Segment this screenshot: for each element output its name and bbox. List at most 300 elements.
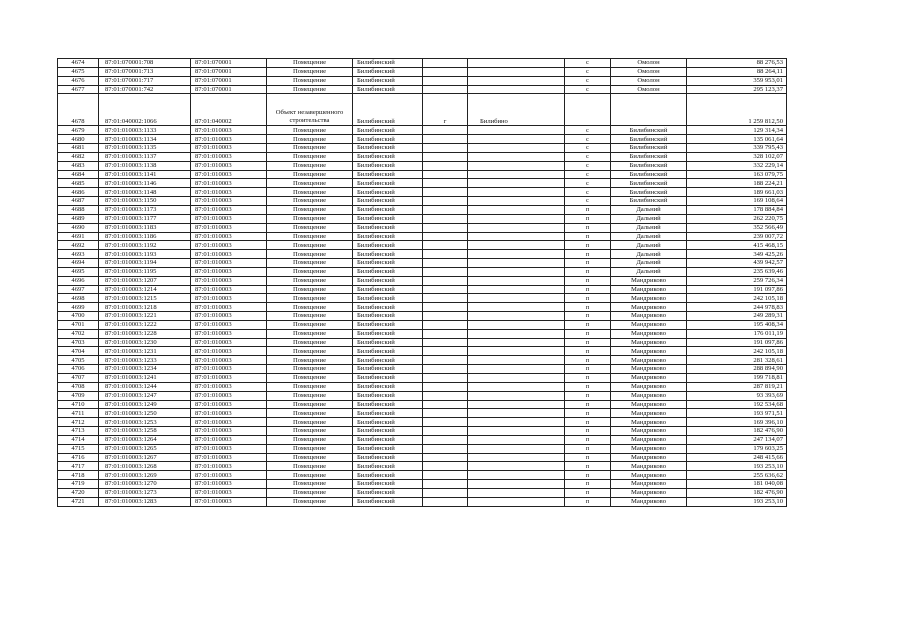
locality-type-cell <box>423 409 468 418</box>
cadastral-number-cell: 87:01:010003:1268 <box>99 462 191 471</box>
settlement-name-cell: Билибинский <box>611 126 687 135</box>
object-type-cell: Помещение <box>267 356 353 365</box>
cadastral-value-cell: 195 408,34 <box>687 320 787 329</box>
locality-name-cell <box>468 276 565 285</box>
object-type-cell: Помещение <box>267 374 353 383</box>
table-row <box>58 85 787 94</box>
table-row <box>58 205 787 214</box>
cadastral-block-cell: 87:01:010003 <box>191 312 267 321</box>
locality-type-cell <box>423 250 468 259</box>
locality-name-cell <box>468 427 565 436</box>
row-number-cell: 4701 <box>58 320 99 329</box>
cadastral-value-cell: 247 134,07 <box>687 435 787 444</box>
table-row <box>58 462 787 471</box>
locality-type-cell <box>423 329 468 338</box>
cadastral-number-cell: 87:01:070001:742 <box>99 85 191 94</box>
row-number-cell: 4710 <box>58 400 99 409</box>
district-cell: Билибинский <box>353 338 423 347</box>
settlement-type-cell <box>565 94 611 126</box>
district-cell: Билибинский <box>353 259 423 268</box>
cadastral-value-cell: 178 884,84 <box>687 205 787 214</box>
district-cell: Билибинский <box>353 241 423 250</box>
settlement-name-cell: Мандриково <box>611 471 687 480</box>
locality-type-cell <box>423 453 468 462</box>
cadastral-value-cell: 199 718,81 <box>687 374 787 383</box>
locality-name-cell <box>468 126 565 135</box>
locality-name-cell <box>468 435 565 444</box>
settlement-type-cell: п <box>565 365 611 374</box>
object-type-cell: Помещение <box>267 285 353 294</box>
object-type-cell: Помещение <box>267 85 353 94</box>
cadastral-value-cell: 352 566,49 <box>687 223 787 232</box>
settlement-name-cell: Мандриково <box>611 418 687 427</box>
cadastral-value-cell: 163 079,75 <box>687 170 787 179</box>
cadastral-number-cell: 87:01:010003:1230 <box>99 338 191 347</box>
cadastral-value-cell: 359 953,01 <box>687 76 787 85</box>
settlement-type-cell: п <box>565 259 611 268</box>
table-row <box>58 94 787 126</box>
object-type-cell: Помещение <box>267 214 353 223</box>
row-number-cell: 4681 <box>58 144 99 153</box>
locality-name-cell <box>468 232 565 241</box>
settlement-name-cell: Билибинский <box>611 135 687 144</box>
row-number-cell: 4691 <box>58 232 99 241</box>
locality-name-cell <box>468 170 565 179</box>
object-type-cell: Помещение <box>267 267 353 276</box>
settlement-name-cell: Билибинский <box>611 170 687 179</box>
cadastral-number-cell: 87:01:010003:1146 <box>99 179 191 188</box>
locality-name-cell <box>468 259 565 268</box>
row-number-cell: 4680 <box>58 135 99 144</box>
settlement-type-cell: п <box>565 223 611 232</box>
cadastral-block-cell: 87:01:010003 <box>191 444 267 453</box>
object-type-cell: Помещение <box>267 347 353 356</box>
table-row <box>58 67 787 76</box>
settlement-type-cell: с <box>565 67 611 76</box>
settlement-type-cell: с <box>565 161 611 170</box>
object-type-cell: Помещение <box>267 338 353 347</box>
settlement-type-cell: п <box>565 453 611 462</box>
settlement-name-cell: Мандриково <box>611 374 687 383</box>
cadastral-block-cell: 87:01:070001 <box>191 76 267 85</box>
locality-name-cell <box>468 188 565 197</box>
object-type-cell: Помещение <box>267 152 353 161</box>
district-cell: Билибинский <box>353 435 423 444</box>
object-type-cell: Помещение <box>267 205 353 214</box>
district-cell: Билибинский <box>353 179 423 188</box>
district-cell: Билибинский <box>353 250 423 259</box>
locality-name-cell <box>468 453 565 462</box>
settlement-name-cell: Омолон <box>611 76 687 85</box>
table-row <box>58 214 787 223</box>
cadastral-number-cell: 87:01:010003:1194 <box>99 259 191 268</box>
row-number-cell: 4706 <box>58 365 99 374</box>
locality-name-cell <box>468 59 565 68</box>
locality-type-cell <box>423 161 468 170</box>
row-number-cell: 4700 <box>58 312 99 321</box>
settlement-type-cell: п <box>565 435 611 444</box>
locality-type-cell <box>423 400 468 409</box>
cadastral-block-cell: 87:01:010003 <box>191 135 267 144</box>
district-cell: Билибинский <box>353 480 423 489</box>
locality-type-cell <box>423 85 468 94</box>
locality-type-cell <box>423 170 468 179</box>
cadastral-value-cell: 255 636,62 <box>687 471 787 480</box>
object-type-cell: Помещение <box>267 294 353 303</box>
cadastral-value-cell: 193 971,51 <box>687 409 787 418</box>
cadastral-value-cell: 295 123,37 <box>687 85 787 94</box>
cadastral-value-cell: 88 276,53 <box>687 59 787 68</box>
cadastral-block-cell: 87:01:010003 <box>191 365 267 374</box>
settlement-name-cell: Мандриково <box>611 391 687 400</box>
cadastral-number-cell: 87:01:010003:1138 <box>99 161 191 170</box>
settlement-type-cell: п <box>565 303 611 312</box>
row-number-cell: 4704 <box>58 347 99 356</box>
cadastral-number-cell: 87:01:010003:1195 <box>99 267 191 276</box>
settlement-type-cell: п <box>565 294 611 303</box>
district-cell: Билибинский <box>353 232 423 241</box>
settlement-type-cell: с <box>565 85 611 94</box>
locality-name-cell <box>468 179 565 188</box>
district-cell: Билибинский <box>353 267 423 276</box>
cadastral-number-cell: 87:01:010003:1264 <box>99 435 191 444</box>
object-type-cell: Помещение <box>267 497 353 506</box>
settlement-name-cell: Мандриково <box>611 435 687 444</box>
cadastral-number-cell: 87:01:010003:1192 <box>99 241 191 250</box>
settlement-type-cell: п <box>565 320 611 329</box>
locality-type-cell <box>423 444 468 453</box>
cadastral-value-cell: 129 314,34 <box>687 126 787 135</box>
row-number-cell: 4714 <box>58 435 99 444</box>
object-type-cell: Помещение <box>267 259 353 268</box>
cadastral-block-cell: 87:01:010003 <box>191 391 267 400</box>
settlement-name-cell: Дальний <box>611 250 687 259</box>
row-number-cell: 4693 <box>58 250 99 259</box>
row-number-cell: 4711 <box>58 409 99 418</box>
table-row <box>58 418 787 427</box>
row-number-cell: 4688 <box>58 205 99 214</box>
locality-type-cell <box>423 435 468 444</box>
table-row <box>58 391 787 400</box>
locality-type-cell <box>423 294 468 303</box>
locality-type-cell <box>423 144 468 153</box>
cadastral-block-cell: 87:01:010003 <box>191 285 267 294</box>
settlement-name-cell: Мандриково <box>611 480 687 489</box>
cadastral-number-cell: 87:01:010003:1173 <box>99 205 191 214</box>
locality-type-cell <box>423 497 468 506</box>
cadastral-block-cell: 87:01:010003 <box>191 435 267 444</box>
locality-type-cell <box>423 152 468 161</box>
cadastral-value-cell: 189 661,03 <box>687 188 787 197</box>
settlement-name-cell: Мандриково <box>611 382 687 391</box>
district-cell: Билибинский <box>353 161 423 170</box>
object-type-cell: Помещение <box>267 197 353 206</box>
settlement-name-cell: Мандриково <box>611 303 687 312</box>
settlement-name-cell: Мандриково <box>611 347 687 356</box>
cadastral-block-cell: 87:01:010003 <box>191 303 267 312</box>
row-number-cell: 4676 <box>58 76 99 85</box>
cadastral-value-cell: 191 097,86 <box>687 338 787 347</box>
cadastral-value-cell: 281 328,61 <box>687 356 787 365</box>
cadastral-block-cell: 87:01:010003 <box>191 205 267 214</box>
table-row <box>58 135 787 144</box>
row-number-cell: 4685 <box>58 179 99 188</box>
locality-name-cell <box>468 250 565 259</box>
settlement-type-cell: п <box>565 382 611 391</box>
cadastral-block-cell: 87:01:010003 <box>191 276 267 285</box>
object-type-cell: Помещение <box>267 320 353 329</box>
settlement-type-cell: п <box>565 497 611 506</box>
settlement-name-cell: Дальний <box>611 205 687 214</box>
object-type-cell: Помещение <box>267 312 353 321</box>
settlement-type-cell: п <box>565 232 611 241</box>
table-row <box>58 356 787 365</box>
settlement-type-cell: п <box>565 391 611 400</box>
cadastral-number-cell: 87:01:010003:1137 <box>99 152 191 161</box>
locality-type-cell <box>423 126 468 135</box>
settlement-name-cell: Мандриково <box>611 276 687 285</box>
cadastral-number-cell: 87:01:010003:1253 <box>99 418 191 427</box>
settlement-type-cell: п <box>565 480 611 489</box>
row-number-cell: 4703 <box>58 338 99 347</box>
cadastral-block-cell: 87:01:010003 <box>191 126 267 135</box>
district-cell: Билибинский <box>353 374 423 383</box>
cadastral-number-cell: 87:01:010003:1177 <box>99 214 191 223</box>
table-row <box>58 294 787 303</box>
district-cell: Билибинский <box>353 285 423 294</box>
locality-type-cell <box>423 480 468 489</box>
cadastral-block-cell: 87:01:010003 <box>191 418 267 427</box>
settlement-type-cell: с <box>565 126 611 135</box>
district-cell: Билибинский <box>353 471 423 480</box>
locality-name-cell <box>468 267 565 276</box>
locality-name-cell <box>468 197 565 206</box>
locality-name-cell <box>468 444 565 453</box>
cadastral-number-cell: 87:01:070001:713 <box>99 67 191 76</box>
settlement-type-cell: п <box>565 418 611 427</box>
cadastral-block-cell: 87:01:070001 <box>191 85 267 94</box>
cadastral-number-cell: 87:01:010003:1250 <box>99 409 191 418</box>
cadastral-value-cell: 182 476,90 <box>687 488 787 497</box>
row-number-cell: 4677 <box>58 85 99 94</box>
cadastral-block-cell: 87:01:040002 <box>191 94 267 126</box>
settlement-type-cell: п <box>565 427 611 436</box>
cadastral-block-cell: 87:01:010003 <box>191 197 267 206</box>
settlement-name-cell: Омолон <box>611 67 687 76</box>
cadastral-value-cell: 193 253,10 <box>687 462 787 471</box>
table-row <box>58 480 787 489</box>
settlement-type-cell: п <box>565 329 611 338</box>
table-row <box>58 374 787 383</box>
cadastral-number-cell: 87:01:010003:1186 <box>99 232 191 241</box>
cadastral-block-cell: 87:01:010003 <box>191 497 267 506</box>
locality-name-cell <box>468 462 565 471</box>
property-registry-table <box>57 58 787 507</box>
cadastral-value-cell: 439 942,57 <box>687 259 787 268</box>
locality-type-cell <box>423 205 468 214</box>
object-type-cell: Помещение <box>267 276 353 285</box>
table-row <box>58 144 787 153</box>
settlement-type-cell: п <box>565 241 611 250</box>
object-type-cell: Помещение <box>267 488 353 497</box>
settlement-type-cell: с <box>565 170 611 179</box>
cadastral-block-cell: 87:01:010003 <box>191 382 267 391</box>
cadastral-block-cell: 87:01:010003 <box>191 427 267 436</box>
settlement-name-cell: Мандриково <box>611 427 687 436</box>
settlement-name-cell: Билибинский <box>611 179 687 188</box>
cadastral-number-cell: 87:01:040002:1066 <box>99 94 191 126</box>
locality-name-cell <box>468 241 565 250</box>
cadastral-value-cell: 239 007,72 <box>687 232 787 241</box>
cadastral-block-cell: 87:01:010003 <box>191 356 267 365</box>
table-row <box>58 409 787 418</box>
locality-name-cell <box>468 223 565 232</box>
table-row <box>58 170 787 179</box>
district-cell: Билибинский <box>353 197 423 206</box>
cadastral-number-cell: 87:01:010003:1135 <box>99 144 191 153</box>
cadastral-number-cell: 87:01:010003:1214 <box>99 285 191 294</box>
district-cell: Билибинский <box>353 427 423 436</box>
table-row <box>58 267 787 276</box>
locality-type-cell <box>423 232 468 241</box>
row-number-cell: 4708 <box>58 382 99 391</box>
cadastral-block-cell: 87:01:010003 <box>191 188 267 197</box>
cadastral-value-cell: 179 603,25 <box>687 444 787 453</box>
locality-name-cell <box>468 329 565 338</box>
table-row <box>58 76 787 85</box>
district-cell: Билибинский <box>353 152 423 161</box>
cadastral-block-cell: 87:01:010003 <box>191 250 267 259</box>
row-number-cell: 4696 <box>58 276 99 285</box>
row-number-cell: 4718 <box>58 471 99 480</box>
locality-name-cell <box>468 85 565 94</box>
row-number-cell: 4697 <box>58 285 99 294</box>
table-row <box>58 161 787 170</box>
cadastral-number-cell: 87:01:010003:1218 <box>99 303 191 312</box>
district-cell: Билибинский <box>353 444 423 453</box>
object-type-cell: Помещение <box>267 170 353 179</box>
locality-type-cell <box>423 391 468 400</box>
district-cell: Билибинский <box>353 382 423 391</box>
cadastral-block-cell: 87:01:010003 <box>191 179 267 188</box>
settlement-name-cell: Билибинский <box>611 144 687 153</box>
settlement-name-cell: Дальний <box>611 223 687 232</box>
row-number-cell: 4689 <box>58 214 99 223</box>
object-type-cell: Помещение <box>267 462 353 471</box>
settlement-type-cell: п <box>565 250 611 259</box>
cadastral-number-cell: 87:01:010003:1228 <box>99 329 191 338</box>
locality-type-cell <box>423 462 468 471</box>
settlement-name-cell: Мандриково <box>611 320 687 329</box>
locality-name-cell <box>468 480 565 489</box>
locality-type-cell <box>423 285 468 294</box>
cadastral-number-cell: 87:01:010003:1215 <box>99 294 191 303</box>
district-cell: Билибинский <box>353 391 423 400</box>
locality-name-cell <box>468 320 565 329</box>
table-row <box>58 427 787 436</box>
cadastral-block-cell: 87:01:010003 <box>191 329 267 338</box>
cadastral-block-cell: 87:01:010003 <box>191 170 267 179</box>
object-type-cell: Помещение <box>267 241 353 250</box>
table-row <box>58 338 787 347</box>
object-type-cell: Помещение <box>267 444 353 453</box>
locality-name-cell: Билибино <box>468 94 565 126</box>
table-row <box>58 382 787 391</box>
object-type-cell: Помещение <box>267 59 353 68</box>
cadastral-number-cell: 87:01:010003:1267 <box>99 453 191 462</box>
locality-name-cell <box>468 488 565 497</box>
cadastral-number-cell: 87:01:070001:717 <box>99 76 191 85</box>
cadastral-value-cell: 181 040,08 <box>687 480 787 489</box>
cadastral-value-cell: 88 264,11 <box>687 67 787 76</box>
locality-type-cell <box>423 347 468 356</box>
cadastral-number-cell: 87:01:010003:1141 <box>99 170 191 179</box>
settlement-type-cell: п <box>565 488 611 497</box>
table-row <box>58 435 787 444</box>
table-row <box>58 223 787 232</box>
cadastral-value-cell: 248 415,66 <box>687 453 787 462</box>
object-type-cell: Помещение <box>267 418 353 427</box>
cadastral-value-cell: 188 224,21 <box>687 179 787 188</box>
cadastral-number-cell: 87:01:010003:1249 <box>99 400 191 409</box>
table-row <box>58 276 787 285</box>
row-number-cell: 4717 <box>58 462 99 471</box>
locality-name-cell <box>468 391 565 400</box>
settlement-name-cell: Билибинский <box>611 152 687 161</box>
row-number-cell: 4690 <box>58 223 99 232</box>
district-cell: Билибинский <box>353 294 423 303</box>
table-row <box>58 329 787 338</box>
row-number-cell: 4682 <box>58 152 99 161</box>
cadastral-number-cell: 87:01:010003:1233 <box>99 356 191 365</box>
table-row <box>58 471 787 480</box>
table-row <box>58 312 787 321</box>
settlement-name-cell: Мандриково <box>611 338 687 347</box>
locality-name-cell <box>468 338 565 347</box>
cadastral-value-cell: 349 425,26 <box>687 250 787 259</box>
locality-name-cell <box>468 144 565 153</box>
cadastral-block-cell: 87:01:010003 <box>191 320 267 329</box>
settlement-name-cell: Мандриково <box>611 400 687 409</box>
cadastral-block-cell: 87:01:010003 <box>191 161 267 170</box>
cadastral-block-cell: 87:01:010003 <box>191 400 267 409</box>
settlement-name-cell: Дальний <box>611 214 687 223</box>
settlement-name-cell: Мандриково <box>611 312 687 321</box>
settlement-type-cell: п <box>565 205 611 214</box>
district-cell: Билибинский <box>353 144 423 153</box>
settlement-type-cell: п <box>565 285 611 294</box>
locality-name-cell <box>468 152 565 161</box>
cadastral-block-cell: 87:01:010003 <box>191 480 267 489</box>
district-cell: Билибинский <box>353 462 423 471</box>
district-cell: Билибинский <box>353 453 423 462</box>
locality-type-cell <box>423 179 468 188</box>
row-number-cell: 4705 <box>58 356 99 365</box>
cadastral-block-cell: 87:01:010003 <box>191 214 267 223</box>
object-type-cell: Помещение <box>267 480 353 489</box>
cadastral-value-cell: 1 259 812,50 <box>687 94 787 126</box>
locality-name-cell <box>468 67 565 76</box>
locality-type-cell: г <box>423 94 468 126</box>
settlement-type-cell: п <box>565 267 611 276</box>
cadastral-value-cell: 288 894,90 <box>687 365 787 374</box>
locality-name-cell <box>468 135 565 144</box>
locality-name-cell <box>468 347 565 356</box>
district-cell: Билибинский <box>353 188 423 197</box>
cadastral-value-cell: 169 108,64 <box>687 197 787 206</box>
table-row <box>58 241 787 250</box>
settlement-type-cell: с <box>565 135 611 144</box>
